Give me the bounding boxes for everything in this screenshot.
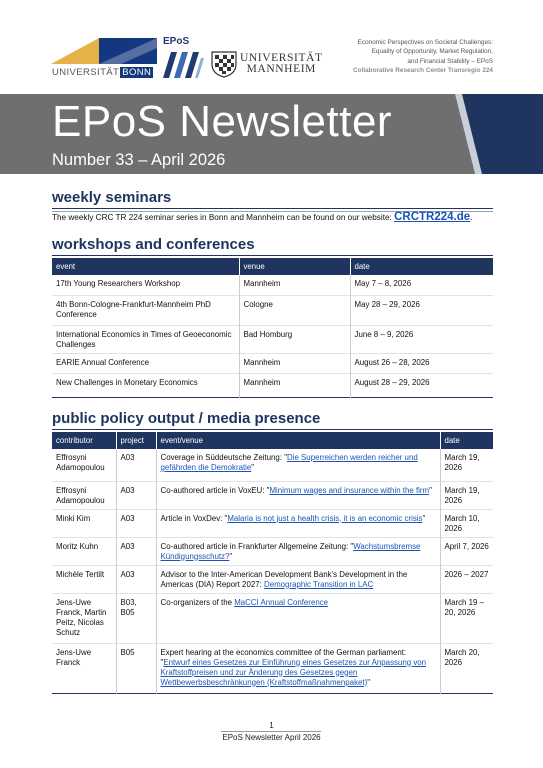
contributor-cell: Moritz Kuhn: [52, 537, 116, 565]
bonn-logo-word: UNIVERSITÄT: [52, 67, 120, 78]
crctr224-link[interactable]: CRCTR224.de: [394, 211, 471, 223]
project-cell: A03: [116, 509, 156, 537]
event-venue-cell: [156, 593, 440, 643]
crc-line: Equality of Opportunity, Market Regulation,: [371, 48, 493, 56]
section-heading-policy: public policy output / media presence: [52, 410, 493, 430]
event-prefix: Co-authored article in VoxEU: ": [160, 485, 270, 495]
article-link[interactable]: Entwurf eines Gesetzes zur Einführung eines Gesetzes zur Anpassung von Kraftstoffpreisen und zur Änderung des Gesetzes gegen Wettbewerbsbeschränkungen (Kraftstoffmaßnahmenpaket): [160, 657, 427, 687]
table-row: [52, 325, 493, 353]
table-row: [52, 565, 493, 593]
column-header: event/venue: [156, 432, 440, 449]
event-prefix: Co-authored article in Frankfurter Allgemeine Zeitung: ": [160, 541, 354, 551]
event-suffix: ": [429, 485, 432, 495]
university-bonn-logo: [51, 38, 157, 80]
project-cell: A03: [116, 481, 156, 509]
newsletter-title: EPoS Newsletter: [52, 97, 393, 146]
project-cell: B05: [116, 643, 156, 693]
article-link[interactable]: Malaria is not just a health crisis, it is an economic crisis: [227, 513, 423, 523]
column-header: project: [116, 432, 156, 449]
newsletter-issue: Number 33 – April 2026: [52, 151, 226, 169]
article-link[interactable]: Die Superreichen werden reicher und gefährden die Demokratie: [160, 453, 418, 472]
bonn-logo-mark: [51, 38, 157, 64]
article-link[interactable]: Demographic Transition in LAC: [264, 579, 374, 589]
workshops-table: [52, 258, 493, 398]
date-cell: August 28 – 29, 2026: [354, 377, 430, 387]
seminars-description: The weekly CRC TR 224 seminar series in Bonn and Mannheim can be found on our website:: [52, 213, 395, 222]
contributor-cell: Jens-Uwe Franck, Martin Peitz, Nicolas Schutz: [52, 593, 116, 643]
footer-divider: [221, 731, 321, 732]
project-cell: A03: [116, 537, 156, 565]
contributor-cell: Effrosyni Adamopoulou: [52, 481, 116, 509]
table-row: [52, 373, 493, 397]
project-cell: B03, B05: [116, 593, 156, 643]
contributor-cell: Minki Kim: [52, 509, 116, 537]
epos-logo-text: EPoS: [163, 36, 190, 47]
event-venue-cell: [156, 565, 440, 593]
date-cell: May 28 – 29, 2026: [354, 299, 420, 309]
table-header-row: [52, 258, 493, 275]
venue-cell: Mannheim: [239, 353, 350, 373]
contributor-cell: Michèle Tertilt: [52, 565, 116, 593]
crc-line: Economic Perspectives on Societal Challenges:: [357, 39, 493, 46]
date-cell: August 26 – 28, 2026: [354, 357, 430, 367]
section-heading-workshops: workshops and conferences: [52, 236, 493, 256]
bonn-logo-box: BONN: [122, 67, 152, 78]
date-cell: June 8 – 9, 2026: [354, 329, 414, 339]
column-header: date: [350, 258, 493, 275]
venue-cell: Bad Homburg: [239, 325, 350, 353]
table-header-row: [52, 432, 493, 449]
date-cell: March 20, 2026: [444, 647, 480, 667]
table-row: [52, 509, 493, 537]
table-row: [52, 593, 493, 643]
event-prefix: Advisor to the Inter-American Development Bank’s Development in the Americas (DIA) Report 2027:: [160, 569, 408, 589]
header-logos: [0, 0, 543, 94]
table-row: [52, 295, 493, 325]
date-cell: 2026 – 2027: [444, 569, 489, 579]
venue-cell: Mannheim: [239, 275, 350, 295]
event-venue-cell: [156, 643, 440, 693]
table-row: [52, 481, 493, 509]
event-suffix: ": [229, 551, 233, 561]
project-cell: A03: [116, 565, 156, 593]
event-venue-cell: [156, 537, 440, 565]
crc-accent-line: Collaborative Research Center Transregio 224: [353, 67, 493, 75]
epos-logo-mark: [161, 50, 205, 80]
footer-text: EPoS Newsletter April 2026: [222, 733, 321, 742]
table-row: [52, 449, 493, 481]
event-suffix: ": [251, 463, 255, 472]
column-header: event: [52, 258, 239, 275]
column-header: venue: [239, 258, 350, 275]
seminars-text: [52, 211, 497, 223]
event-venue-cell: [156, 449, 440, 481]
article-link[interactable]: Minimum wages and insurance within the firm: [269, 485, 430, 495]
event-cell: 17th Young Researchers Workshop: [52, 275, 239, 295]
crc-line: and Financial Stability – EPoS: [407, 57, 493, 65]
event-prefix: Article in VoxDev: ": [160, 513, 228, 523]
table-row: [52, 353, 493, 373]
mannheim-crest-icon: [210, 50, 238, 78]
policy-table: [52, 432, 493, 694]
date-cell: April 7, 2026: [444, 541, 489, 551]
contributor-cell: Effrosyni Adamopoulou: [52, 449, 116, 481]
event-cell: EARIE Annual Conference: [52, 353, 239, 373]
date-cell: March 10, 2026: [444, 513, 480, 533]
event-suffix: ": [422, 513, 426, 523]
event-suffix: ": [367, 677, 371, 687]
event-cell: New Challenges in Monetary Economics: [52, 373, 239, 397]
column-header: contributor: [52, 432, 116, 449]
seminars-period: .: [470, 213, 473, 222]
date-cell: March 19, 2026: [444, 485, 480, 505]
project-cell: A03: [116, 449, 156, 481]
event-cell: 4th Bonn-Cologne-Frankfurt-Mannheim PhD Conference: [52, 295, 239, 325]
date-cell: May 7 – 8, 2026: [354, 279, 412, 288]
venue-cell: Mannheim: [239, 373, 350, 397]
date-cell: March 19 – 20, 2026: [444, 597, 484, 617]
venue-cell: Cologne: [239, 295, 350, 325]
page-number: 1: [269, 721, 274, 730]
contributor-cell: Jens-Uwe Franck: [52, 643, 116, 693]
article-link[interactable]: MaCCI Annual Conference: [234, 597, 329, 607]
event-prefix: Coverage in Süddeutsche Zeitung: ": [160, 453, 288, 462]
mannheim-logo-line2: MANNHEIM: [246, 63, 316, 75]
article-link[interactable]: Wachstumsbremse Kündigungsschutz?: [160, 541, 421, 561]
event-venue-cell: [156, 481, 440, 509]
event-cell: International Economics in Times of Geoeconomic Challenges: [52, 325, 239, 353]
table-row: [52, 275, 493, 295]
mannheim-logo-line1: UNIVERSITÄT: [240, 52, 323, 64]
column-header: date: [440, 432, 493, 449]
event-prefix: Expert hearing at the economics committee of the German parliament: ": [160, 647, 407, 667]
event-venue-cell: [156, 509, 440, 537]
table-row: [52, 643, 493, 693]
table-row: [52, 537, 493, 565]
crc-description: [303, 38, 493, 76]
event-prefix: Co-organizers of the: [160, 597, 235, 607]
section-heading-seminars: weekly seminars: [52, 189, 493, 209]
date-cell: March 19, 2026: [444, 453, 480, 472]
